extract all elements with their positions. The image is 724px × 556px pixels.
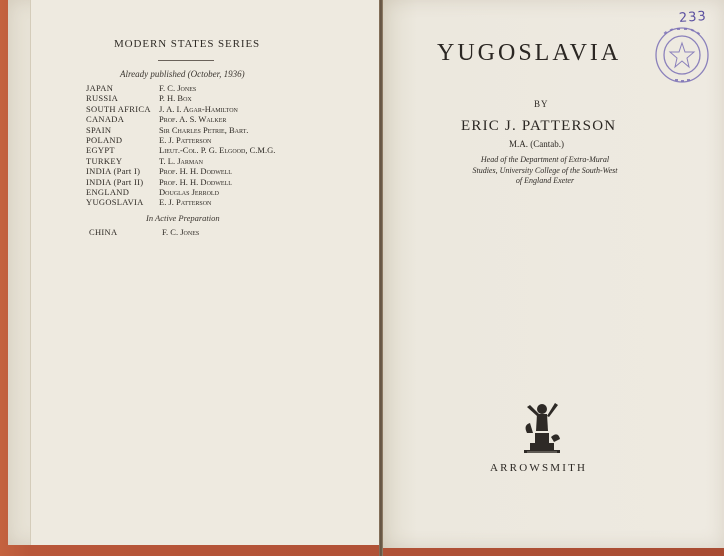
list-item [86,177,346,187]
author-affiliation: Head of the Department of Extra-Mural Studies, University College of the South-West of England Exeter [472,155,618,185]
author-name: ERIC J. PATTERSON [461,118,617,134]
handwritten-number: 233 [678,9,708,26]
author: E. J. Patterson [159,197,212,208]
list-item [86,125,346,135]
by-label: BY [534,99,549,109]
country: ENGLAND [86,186,130,197]
list-item [86,83,346,93]
list-item [86,93,346,103]
already-published-label: Already published (October, 1936) [120,69,245,79]
country: SOUTH AFRICA [86,103,151,114]
country: INDIA (Part II) [86,176,144,187]
country: CHINA [89,227,118,237]
author: Prof. A. S. Walker [159,114,227,125]
author: T. L. Jarman [159,155,203,166]
author: E. J. Patterson [159,134,212,145]
left-page-leaf [30,0,381,545]
country: POLAND [86,134,123,145]
country: RUSSIA [86,93,119,104]
country: CANADA [86,114,125,125]
country: JAPAN [86,83,114,93]
author: Prof. H. H. Dodwell [159,176,232,187]
list-item [86,104,346,114]
list-item [86,166,346,176]
country: SPAIN [86,124,112,135]
country: INDIA (Part I) [86,166,141,177]
author: Sir Charles Petrie, Bart. [159,124,249,135]
list-item [86,135,346,145]
country: YUGOSLAVIA [86,197,144,208]
list-item [86,187,346,197]
series-rule-divider [158,60,214,61]
in-preparation-label: In Active Preparation [146,213,220,223]
book-title: YUGOSLAVIA [437,40,622,66]
author: F. C. Jones [162,227,200,237]
in-preparation-list [89,227,289,237]
author: Prof. H. H. Dodwell [159,166,232,177]
author: F. C. Jones [159,83,197,93]
country: EGYPT [86,145,115,156]
list-item [86,197,346,207]
published-list [86,83,346,208]
list-item [86,114,346,124]
list-item [89,227,289,237]
author-degree: M.A. (Cantab.) [509,139,564,149]
series-title: MODERN STATES SERIES [114,38,261,50]
publisher-logo-icon [521,397,563,457]
author: Lieut.-Col. P. G. Elgood, C.M.G. [159,145,276,156]
author: Douglas Jerrold [159,186,219,197]
list-item [86,156,346,166]
author: J. A. I. Agar-Hamilton [159,103,238,114]
country: TURKEY [86,155,123,166]
author: P. H. Box [159,93,192,104]
left-page [8,0,381,545]
list-item [86,145,346,155]
library-stamp-icon [654,26,710,84]
publisher-name: ARROWSMITH [490,462,588,474]
